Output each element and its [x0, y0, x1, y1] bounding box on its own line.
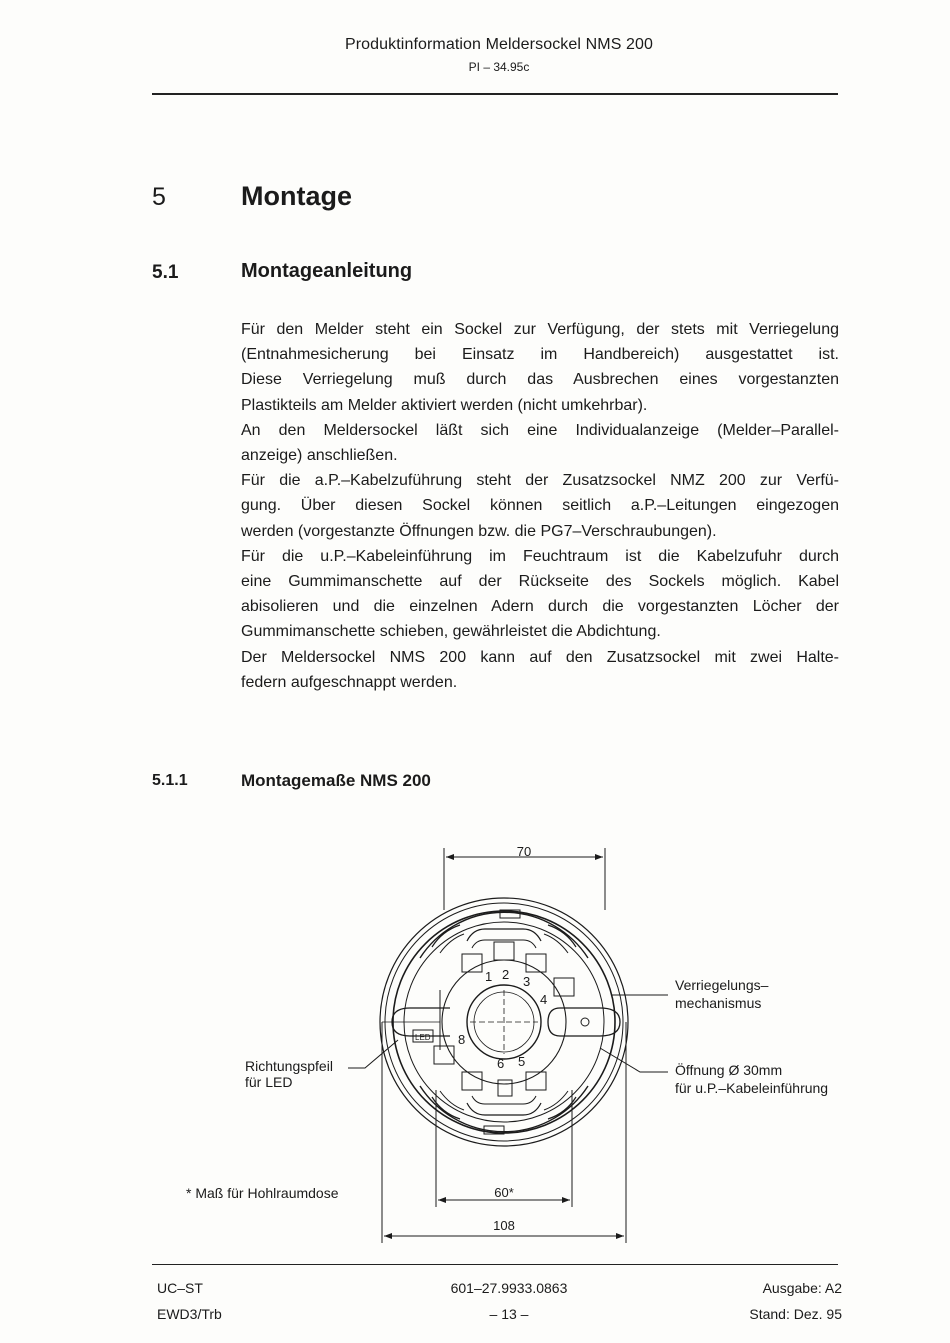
callout-lock-line-2: mechanismus	[675, 995, 762, 1011]
callout-lock-line-1: Verriegelungs–	[675, 977, 769, 993]
footer-date: Stand: Dez. 95	[749, 1306, 842, 1322]
paragraph-line: Diese Verriegelung muß durch das Ausbrechen eines vorgestanzten	[241, 371, 839, 389]
paragraph-line: federn aufgeschnappt werden.	[241, 673, 458, 691]
callout-led-line-2: für LED	[245, 1074, 293, 1090]
callout-led-line-1: Richtungspfeil	[245, 1058, 333, 1074]
paragraph-line: werden (vorgestanzte Öffnungen bzw. die PG7–Verschraubungen).	[241, 522, 717, 540]
header-title: Produktinformation Meldersockel NMS 200	[344, 36, 654, 53]
dimension-108-label: 108	[493, 1218, 515, 1233]
paragraph-line: An den Meldersockel läßt sich eine Individualanzeige (Melder–Parallel-	[241, 421, 839, 439]
section-number: 5	[152, 183, 166, 211]
subsubsection-number: 5.1.1	[152, 772, 188, 789]
terminal-label-6: 6	[497, 1056, 505, 1071]
terminal-label-5: 5	[518, 1054, 526, 1069]
terminal-label-4: 4	[540, 992, 548, 1007]
subsubsection-title: Montagemaße NMS 200	[241, 771, 431, 790]
terminal-label-1: 1	[485, 969, 493, 984]
footnote: * Maß für Hohlraumdose	[186, 1185, 339, 1201]
paragraph-line: gung. Über diesen Sockel können seitlich a.P.–Leitungen eingezogen	[241, 497, 839, 515]
section-title: Montage	[241, 181, 352, 211]
footer-rule	[152, 1264, 838, 1265]
paragraph-line: Für den Melder steht ein Sockel zur Verfügung, der stets mit Verriegelung	[241, 321, 839, 338]
paragraph-line: Für die a.P.–Kabelzuführung steht der Zusatzsockel NMZ 200 zur Verfü-	[241, 472, 839, 490]
terminal-label-3: 3	[523, 974, 531, 989]
footer-edition: Ausgabe: A2	[762, 1280, 842, 1296]
paragraph-line: (Entnahmesicherung bei Einsatz im Handbereich) ausgestattet ist.	[241, 346, 839, 364]
led-label: LED	[415, 1033, 431, 1042]
subsection-number: 5.1	[152, 262, 179, 283]
terminal-label-2: 2	[502, 967, 510, 982]
paragraph-line: Plastikteils am Melder aktiviert werden (nicht umkehrbar).	[241, 396, 648, 414]
terminal-label-8: 8	[458, 1032, 466, 1047]
paragraph-line: eine Gummimanschette auf der Rückseite des Sockels möglich. Kabel	[241, 573, 839, 591]
paragraph-line: Der Meldersockel NMS 200 kann auf den Zusatzsockel mit zwei Halte-	[241, 648, 839, 666]
paragraph-line: Gummimanschette schieben, gewährleistet die Abdichtung.	[241, 623, 661, 641]
paragraph-line: Für die u.P.–Kabeleinführung im Feuchtraum ist die Kabelzufuhr durch	[241, 547, 839, 565]
footer-dept: UC–ST	[157, 1280, 203, 1296]
footer-page-number: – 13 –	[489, 1306, 529, 1322]
paragraph-line: anzeige) anschließen.	[241, 447, 398, 465]
footer-doc-number: 601–27.9933.0863	[450, 1280, 568, 1296]
subsection-title: Montageanleitung	[241, 260, 413, 282]
header-doc-id: PI – 34.95c	[468, 60, 530, 74]
callout-led-leader	[348, 1040, 398, 1068]
paragraph-line: abisolieren und die einzelnen Adern durch die vorgestanzten Löcher der	[241, 598, 839, 616]
dimension-60	[436, 1090, 572, 1207]
footer-author: EWD3/Trb	[157, 1306, 222, 1322]
callout-opening-line-2: für u.P.–Kabeleinführung	[675, 1080, 829, 1096]
callout-opening-line-1: Öffnung Ø 30mm	[675, 1062, 783, 1078]
dimension-60-label: 60*	[494, 1185, 514, 1200]
dimension-70-label: 70	[516, 844, 532, 859]
